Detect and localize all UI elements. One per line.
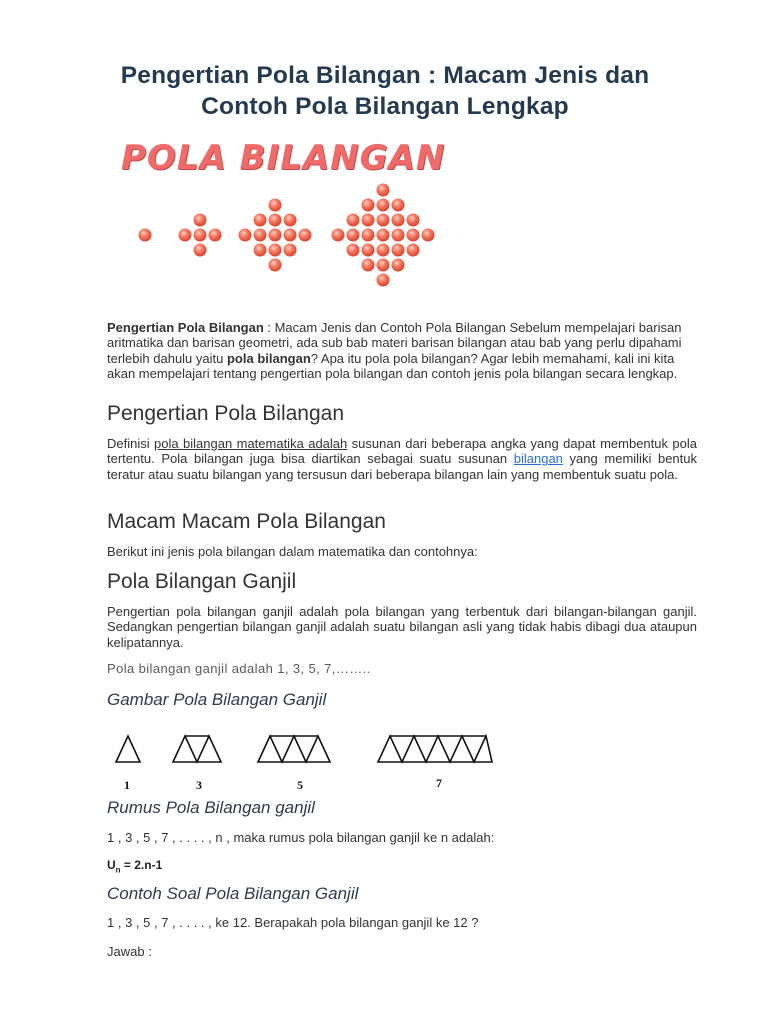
dot-group-2-ball bbox=[194, 229, 207, 242]
heading-gambar: Gambar Pola Bilangan Ganjil bbox=[107, 690, 327, 709]
triangle-5 bbox=[258, 736, 330, 762]
dot-group-3-ball bbox=[269, 244, 282, 257]
dot-group-1-ball bbox=[139, 229, 152, 242]
dot-group-3-ball bbox=[254, 229, 267, 242]
dot-group-4-ball bbox=[407, 244, 420, 257]
dot-group-4-ball bbox=[392, 259, 405, 272]
dot-group-3-ball bbox=[269, 229, 282, 242]
dot-group-4-ball bbox=[392, 214, 405, 227]
definition-paragraph bbox=[107, 436, 697, 482]
heading-rumus: Rumus Pola Bilangan ganjil bbox=[107, 798, 315, 817]
dot-group-4-ball bbox=[377, 184, 390, 197]
fig-label-7: 7 bbox=[436, 776, 442, 790]
intro-bold-lead: Pengertian Pola Bilangan bbox=[107, 320, 264, 335]
dot-group-4-ball bbox=[362, 214, 375, 227]
formula: $U_n = 2.n-1$ bbox=[107, 858, 163, 875]
dot-group-4-ball bbox=[422, 229, 435, 242]
dot-group-2-ball bbox=[209, 229, 222, 242]
dot-group-4-ball bbox=[362, 199, 375, 212]
jawab-text: Jawab : bbox=[107, 944, 152, 959]
triangle-7 bbox=[378, 736, 492, 762]
heading-contoh: Contoh Soal Pola Bilangan Ganjil bbox=[107, 884, 359, 903]
banner-text: POLA BILANGAN bbox=[121, 138, 446, 178]
dot-group-3-ball bbox=[269, 199, 282, 212]
dot-group-4-ball bbox=[362, 229, 375, 242]
dot-group-3-ball bbox=[284, 244, 297, 257]
intro-text-1: : Macam Jenis dan Contoh Pola Bilangan Sebelum mempelajari barisan aritmatika dan barisan geometri, ada sub bab materi barisan bilangan atau bab yang perlu dipahami terlebih dahulu yaitu bbox=[107, 320, 682, 366]
macam-text: Berikut ini jenis pola bilangan dalam matematika dan contohnya: bbox=[107, 544, 478, 559]
dot-group-4-ball bbox=[392, 244, 405, 257]
dot-group-4-ball bbox=[347, 244, 360, 257]
dot-group-3-ball bbox=[254, 214, 267, 227]
contoh-text: 1 , 3 , 5 , 7 , . . . . , ke 12. Berapakah pola bilangan ganjil ke 12 ? bbox=[107, 915, 479, 930]
triangle-pattern-figure bbox=[108, 732, 498, 768]
dot-group-4-ball bbox=[347, 214, 360, 227]
dot-group-2-ball bbox=[194, 214, 207, 227]
dot-group-4-ball bbox=[377, 244, 390, 257]
fig-label-1: 1 bbox=[124, 778, 130, 792]
dot-group-3-ball bbox=[269, 259, 282, 272]
pola-bilangan-banner-image bbox=[108, 130, 478, 305]
dot-group-3-ball bbox=[284, 229, 297, 242]
ganjil-paragraph: Pengertian pola bilangan ganjil adalah pola bilangan yang terbentuk dari bilangan-bilangan ganjil. Sedangkan pengertian bilangan ganjil adalah suatu bilangan asli yang tidak habis dibagi dua ataupun kelipatannya. bbox=[107, 604, 697, 650]
dot-group-4-ball bbox=[377, 229, 390, 242]
heading-pengertian: Pengertian Pola Bilangan bbox=[107, 402, 345, 425]
heading-macam: Macam Macam Pola Bilangan bbox=[107, 510, 386, 533]
dot-group-3-ball bbox=[239, 229, 252, 242]
def-text-3: yang memiliki bentuk teratur atau suatu bilangan yang tersusun dari beberapa bilangan lain yang membentuk suatu pola. bbox=[107, 451, 698, 482]
dot-pattern-illustration bbox=[108, 175, 478, 305]
dot-group-4-ball bbox=[377, 214, 390, 227]
page-title: Pengertian Pola Bilangan : Macam Jenis dan Contoh Pola Bilangan Lengkap bbox=[120, 62, 650, 120]
triangle-1 bbox=[116, 736, 140, 762]
dot-group-2-ball bbox=[179, 229, 192, 242]
bilangan-link[interactable]: bilangan bbox=[513, 451, 563, 467]
dot-group-4-ball bbox=[377, 274, 390, 287]
intro-bold-mid: pola bilangan bbox=[226, 350, 311, 366]
dot-group-4-ball bbox=[392, 229, 405, 242]
dot-group-4-ball bbox=[362, 259, 375, 272]
dot-group-4-ball bbox=[362, 244, 375, 257]
def-text-1: Definisi bbox=[107, 436, 155, 451]
def-text-2: susunan dari beberapa angka yang dapat membentuk pola tertentu. Pola bilangan juga bisa diartikan sebagai suatu susunan bbox=[107, 436, 697, 467]
rumus-text: 1 , 3 , 5 , 7 , . . . . , n , maka rumus pola bilangan ganjil ke n adalah: bbox=[107, 830, 495, 845]
fig-label-3: 3 bbox=[196, 778, 202, 792]
dot-group-4-ball bbox=[407, 214, 420, 227]
dot-group-4-ball bbox=[392, 199, 405, 212]
intro-paragraph bbox=[107, 320, 697, 382]
dot-group-4-ball bbox=[332, 229, 345, 242]
fig-label-5: 5 bbox=[297, 778, 303, 792]
dot-group-2-ball bbox=[194, 244, 207, 257]
dot-group-3-ball bbox=[269, 214, 282, 227]
dot-group-4-ball bbox=[347, 229, 360, 242]
triangle-3 bbox=[173, 736, 221, 762]
dot-group-4-ball bbox=[377, 199, 390, 212]
dot-group-3-ball bbox=[284, 214, 297, 227]
intro-text-2: ? Apa itu pola pola bilangan? Agar lebih memahami, kali ini kita akan mempelajari tentang pengertian pola bilangan dan contoh jenis pola bilangan secara lengkap. bbox=[107, 350, 678, 382]
heading-ganjil: Pola Bilangan Ganjil bbox=[107, 570, 297, 593]
dot-group-3-ball bbox=[254, 244, 267, 257]
ganjil-sequence: Pola bilangan ganjil adalah 1, 3, 5, 7,…….. bbox=[107, 661, 371, 676]
dot-group-4-ball bbox=[377, 259, 390, 272]
def-underline: pola bilangan matematika adalah bbox=[154, 436, 348, 451]
dot-group-3-ball bbox=[299, 229, 312, 242]
dot-group-4-ball bbox=[407, 229, 420, 242]
